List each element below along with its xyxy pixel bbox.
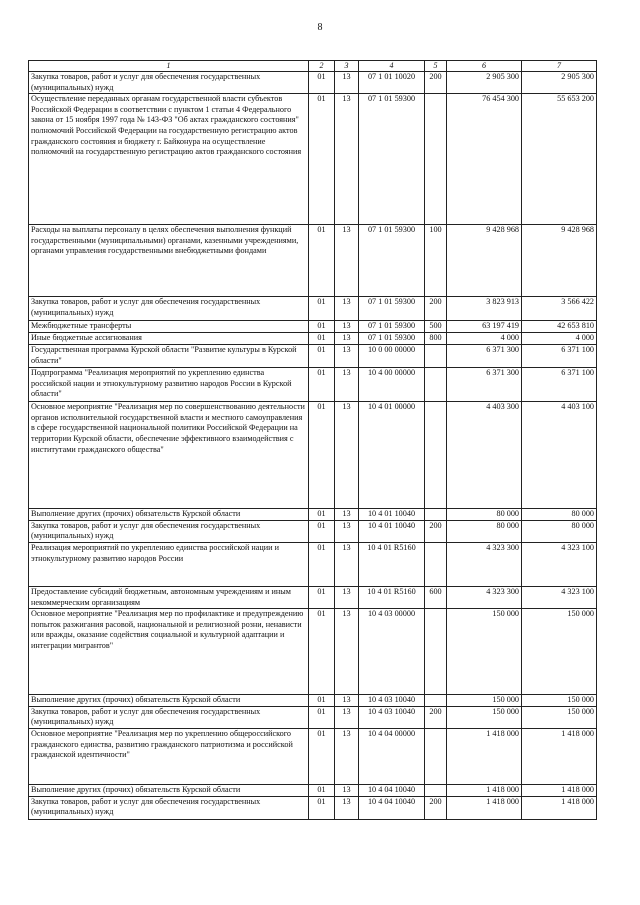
row-section-cell: 01	[309, 695, 335, 707]
row-expense-type-cell	[425, 94, 447, 225]
row-target-code-cell: 10 4 03 00000	[359, 609, 425, 695]
row-expense-type-cell: 100	[425, 225, 447, 297]
row-target-code-cell: 10 4 04 10040	[359, 796, 425, 819]
row-section-cell: 01	[309, 728, 335, 784]
row-section-cell: 01	[309, 706, 335, 728]
row-expense-type-cell	[425, 784, 447, 796]
row-subsection-cell: 13	[335, 695, 359, 707]
row-amount-2-cell: 9 428 968	[522, 225, 597, 297]
row-amount-2-cell: 6 371 100	[522, 368, 597, 402]
row-section-cell: 01	[309, 368, 335, 402]
row-name-cell: Межбюджетные трансферты	[29, 321, 309, 333]
row-expense-type-cell	[425, 609, 447, 695]
row-target-code-cell: 07 1 01 59300	[359, 94, 425, 225]
row-expense-type-cell: 200	[425, 72, 447, 94]
row-expense-type-cell: 200	[425, 796, 447, 819]
row-name-cell: Основное мероприятие "Реализация мер по укреплению общероссийского гражданского единства, развитию гражданского патриотизма и российской гражданской идентичности"	[29, 728, 309, 784]
row-target-code-cell: 07 1 01 59300	[359, 297, 425, 321]
row-amount-1-cell: 1 418 000	[447, 728, 522, 784]
table-row	[29, 728, 597, 784]
column-header: 7	[522, 61, 597, 72]
row-subsection-cell: 13	[335, 333, 359, 345]
row-amount-1-cell: 80 000	[447, 509, 522, 521]
table-row	[29, 297, 597, 321]
row-amount-2-cell: 80 000	[522, 520, 597, 542]
row-expense-type-cell	[425, 402, 447, 509]
row-target-code-cell: 10 4 01 R5160	[359, 542, 425, 586]
row-subsection-cell: 13	[335, 609, 359, 695]
row-target-code-cell: 10 4 04 10040	[359, 784, 425, 796]
table-row	[29, 72, 597, 94]
table-row	[29, 509, 597, 521]
row-section-cell: 01	[309, 72, 335, 94]
row-target-code-cell: 10 4 03 10040	[359, 706, 425, 728]
row-amount-2-cell: 2 905 300	[522, 72, 597, 94]
row-name-cell: Закупка товаров, работ и услуг для обеспечения государственных (муниципальных) нужд	[29, 706, 309, 728]
row-name-cell: Реализация мероприятий по укреплению единства российской нации и этнокультурному развитию народов России	[29, 542, 309, 586]
row-subsection-cell: 13	[335, 784, 359, 796]
row-section-cell: 01	[309, 225, 335, 297]
row-expense-type-cell	[425, 368, 447, 402]
row-expense-type-cell: 200	[425, 706, 447, 728]
column-header: 3	[335, 61, 359, 72]
row-subsection-cell: 13	[335, 586, 359, 608]
row-section-cell: 01	[309, 520, 335, 542]
row-name-cell: Предоставление субсидий бюджетным, автономным учреждениям и иным некоммерческим организациям	[29, 586, 309, 608]
row-name-cell: Расходы на выплаты персоналу в целях обеспечения выполнения функций государственными (муниципальными) органами, казенными учреждениями, органами управления государственными внебюджетными фондами	[29, 225, 309, 297]
row-subsection-cell: 13	[335, 796, 359, 819]
table-row	[29, 586, 597, 608]
row-amount-2-cell: 42 653 810	[522, 321, 597, 333]
row-target-code-cell: 10 4 03 10040	[359, 695, 425, 707]
table-row	[29, 784, 597, 796]
row-name-cell: Закупка товаров, работ и услуг для обеспечения государственных (муниципальных) нужд	[29, 520, 309, 542]
row-amount-2-cell: 150 000	[522, 706, 597, 728]
row-subsection-cell: 13	[335, 520, 359, 542]
table-row	[29, 706, 597, 728]
table-row	[29, 345, 597, 368]
row-target-code-cell: 07 1 01 59300	[359, 333, 425, 345]
column-header: 6	[447, 61, 522, 72]
column-header: 5	[425, 61, 447, 72]
table-row	[29, 796, 597, 819]
row-expense-type-cell	[425, 542, 447, 586]
row-amount-1-cell: 150 000	[447, 695, 522, 707]
row-amount-2-cell: 1 418 000	[522, 784, 597, 796]
table-header-row	[29, 61, 597, 72]
row-section-cell: 01	[309, 94, 335, 225]
row-subsection-cell: 13	[335, 542, 359, 586]
table-row	[29, 402, 597, 509]
row-amount-1-cell: 1 418 000	[447, 796, 522, 819]
row-expense-type-cell: 200	[425, 297, 447, 321]
row-name-cell: Осуществление переданных органам государственной власти субъектов Российской Федерации в соответствии с пунктом 1 статьи 4 Федерального закона от 15 ноября 1997 года № 143-ФЗ "Об актах гражданского состояния" полномочий Российской Федерации на государственную регистрацию актов гражданского состояния и бюджету г. Байконура на осуществление полномочий на государственную регистрацию актов гражданского состояния	[29, 94, 309, 225]
row-name-cell: Основное мероприятие "Реализация мер по совершенствованию деятельности органов исполнительной государственной власти и местного самоуправления в сфере государственной национальной политики Российской Федерации на территории Курской области, обеспечение эффективного взаимодействия с институтами гражданского общества"	[29, 402, 309, 509]
row-subsection-cell: 13	[335, 509, 359, 521]
table-row	[29, 333, 597, 345]
row-subsection-cell: 13	[335, 368, 359, 402]
row-expense-type-cell: 500	[425, 321, 447, 333]
row-name-cell: Закупка товаров, работ и услуг для обеспечения государственных (муниципальных) нужд	[29, 72, 309, 94]
row-amount-1-cell: 63 197 419	[447, 321, 522, 333]
row-subsection-cell: 13	[335, 345, 359, 368]
budget-table	[28, 60, 597, 820]
row-name-cell: Выполнение других (прочих) обязательств Курской области	[29, 784, 309, 796]
row-amount-2-cell: 150 000	[522, 609, 597, 695]
row-amount-2-cell: 3 566 422	[522, 297, 597, 321]
row-target-code-cell: 07 1 01 59300	[359, 321, 425, 333]
row-expense-type-cell	[425, 509, 447, 521]
row-subsection-cell: 13	[335, 94, 359, 225]
row-target-code-cell: 10 4 01 10040	[359, 520, 425, 542]
table-row	[29, 695, 597, 707]
row-section-cell: 01	[309, 321, 335, 333]
row-amount-1-cell: 4 000	[447, 333, 522, 345]
row-target-code-cell: 10 4 01 10040	[359, 509, 425, 521]
column-header: 2	[309, 61, 335, 72]
row-amount-1-cell: 2 905 300	[447, 72, 522, 94]
row-expense-type-cell	[425, 695, 447, 707]
table-body	[29, 72, 597, 820]
row-name-cell: Подпрограмма "Реализация мероприятий по укреплению единства российской нации и этнокультурному развитию народов России в Курской области"	[29, 368, 309, 402]
row-amount-1-cell: 150 000	[447, 609, 522, 695]
row-target-code-cell: 10 0 00 00000	[359, 345, 425, 368]
row-amount-1-cell: 80 000	[447, 520, 522, 542]
row-section-cell: 01	[309, 784, 335, 796]
table-row	[29, 542, 597, 586]
table-row	[29, 368, 597, 402]
row-amount-1-cell: 150 000	[447, 706, 522, 728]
row-name-cell: Закупка товаров, работ и услуг для обеспечения государственных (муниципальных) нужд	[29, 796, 309, 819]
row-target-code-cell: 10 4 01 R5160	[359, 586, 425, 608]
table-row	[29, 520, 597, 542]
row-name-cell: Закупка товаров, работ и услуг для обеспечения государственных (муниципальных) нужд	[29, 297, 309, 321]
row-expense-type-cell: 200	[425, 520, 447, 542]
row-amount-1-cell: 6 371 300	[447, 368, 522, 402]
row-name-cell: Выполнение других (прочих) обязательств Курской области	[29, 509, 309, 521]
page-number: 8	[317, 22, 323, 33]
row-section-cell: 01	[309, 796, 335, 819]
row-expense-type-cell: 600	[425, 586, 447, 608]
row-subsection-cell: 13	[335, 225, 359, 297]
row-amount-2-cell: 80 000	[522, 509, 597, 521]
row-subsection-cell: 13	[335, 72, 359, 94]
column-header: 4	[359, 61, 425, 72]
row-section-cell: 01	[309, 586, 335, 608]
row-amount-2-cell: 1 418 000	[522, 728, 597, 784]
row-subsection-cell: 13	[335, 728, 359, 784]
row-amount-1-cell: 76 454 300	[447, 94, 522, 225]
row-name-cell: Государственная программа Курской области "Развитие культуры в Курской области"	[29, 345, 309, 368]
row-section-cell: 01	[309, 609, 335, 695]
row-subsection-cell: 13	[335, 706, 359, 728]
row-name-cell: Выполнение других (прочих) обязательств Курской области	[29, 695, 309, 707]
row-amount-1-cell: 4 323 300	[447, 542, 522, 586]
row-name-cell: Основное мероприятие "Реализация мер по профилактике и предупреждению попыток разжигания расовой, национальной и религиозной розни, ненависти или вражды, оказание содействия социальной и культурной адаптации и интеграции мигрантов"	[29, 609, 309, 695]
row-section-cell: 01	[309, 345, 335, 368]
row-amount-2-cell: 55 653 200	[522, 94, 597, 225]
row-subsection-cell: 13	[335, 321, 359, 333]
table-row	[29, 609, 597, 695]
row-expense-type-cell: 800	[425, 333, 447, 345]
row-target-code-cell: 07 1 01 10020	[359, 72, 425, 94]
row-amount-1-cell: 4 403 300	[447, 402, 522, 509]
row-amount-1-cell: 4 323 300	[447, 586, 522, 608]
row-target-code-cell: 10 4 01 00000	[359, 402, 425, 509]
row-amount-2-cell: 1 418 000	[522, 796, 597, 819]
row-amount-2-cell: 4 323 100	[522, 586, 597, 608]
row-section-cell: 01	[309, 542, 335, 586]
row-expense-type-cell	[425, 728, 447, 784]
row-amount-2-cell: 150 000	[522, 695, 597, 707]
row-amount-2-cell: 4 000	[522, 333, 597, 345]
column-header: 1	[29, 61, 309, 72]
row-subsection-cell: 13	[335, 297, 359, 321]
row-subsection-cell: 13	[335, 402, 359, 509]
row-section-cell: 01	[309, 297, 335, 321]
row-name-cell: Иные бюджетные ассигнования	[29, 333, 309, 345]
row-amount-1-cell: 9 428 968	[447, 225, 522, 297]
row-amount-2-cell: 6 371 100	[522, 345, 597, 368]
table-row	[29, 94, 597, 225]
row-expense-type-cell	[425, 345, 447, 368]
row-amount-1-cell: 1 418 000	[447, 784, 522, 796]
row-section-cell: 01	[309, 333, 335, 345]
row-section-cell: 01	[309, 509, 335, 521]
row-target-code-cell: 10 4 04 00000	[359, 728, 425, 784]
row-amount-1-cell: 6 371 300	[447, 345, 522, 368]
row-target-code-cell: 10 4 00 00000	[359, 368, 425, 402]
row-amount-2-cell: 4 323 100	[522, 542, 597, 586]
table-row	[29, 225, 597, 297]
row-section-cell: 01	[309, 402, 335, 509]
row-target-code-cell: 07 1 01 59300	[359, 225, 425, 297]
row-amount-1-cell: 3 823 913	[447, 297, 522, 321]
row-amount-2-cell: 4 403 100	[522, 402, 597, 509]
table-row	[29, 321, 597, 333]
